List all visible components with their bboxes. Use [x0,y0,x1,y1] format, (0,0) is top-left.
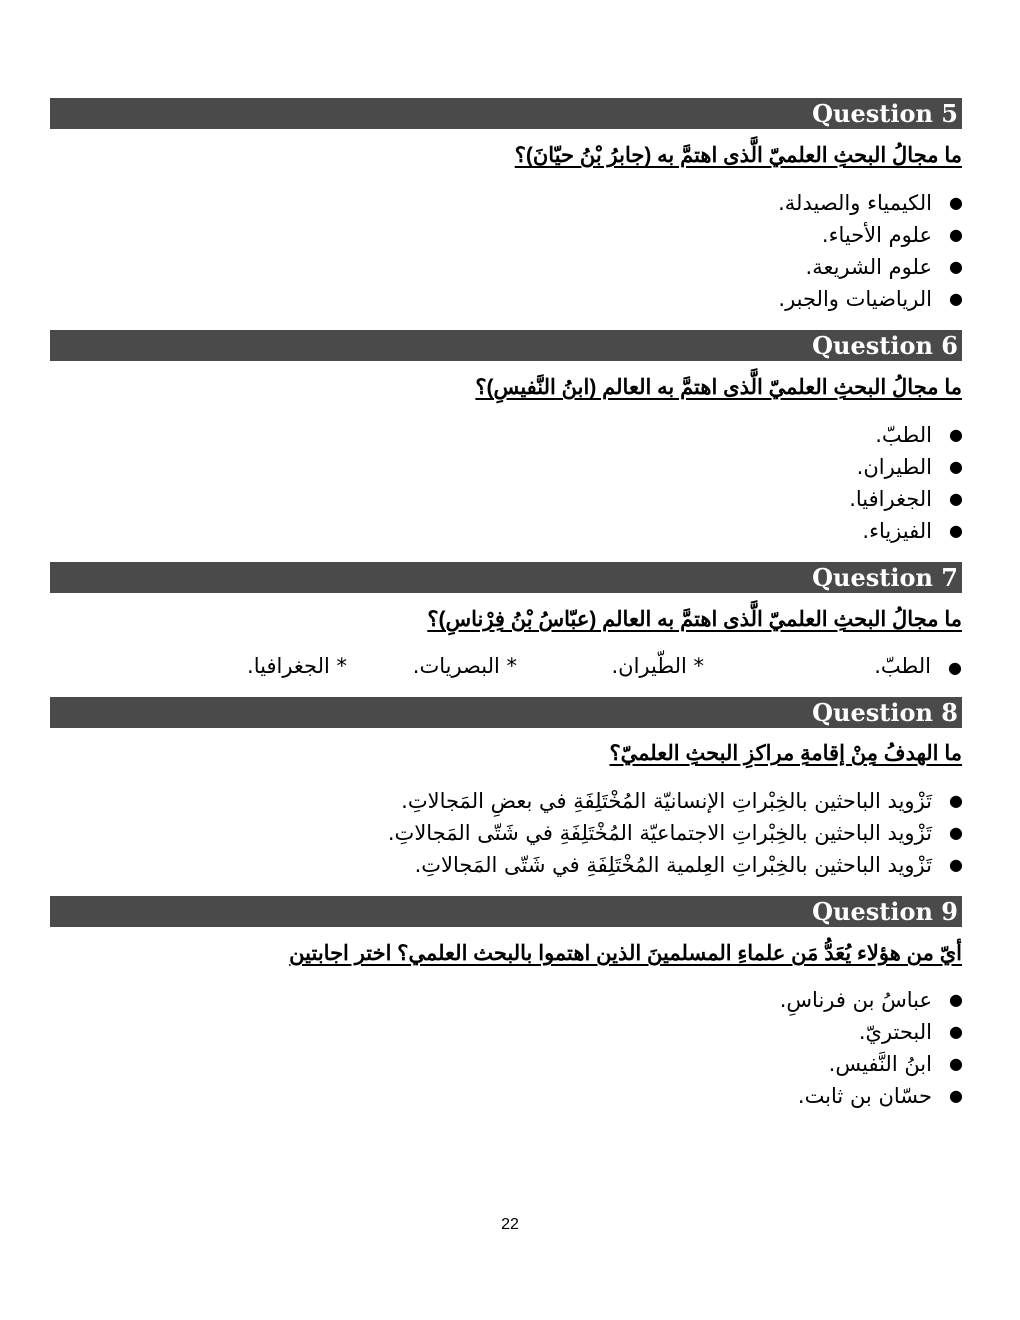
options-list [779,984,963,1112]
option-item[interactable]: ● تَزْويد الباحثين بالخِبْراتِ الإنسانيّة المُخْتَلِفَةِ في بعضِ المَجالاتِ. [388,785,932,817]
options-list [778,187,963,315]
bullet-icon: ● [949,823,963,842]
bullet-icon: ● [949,1086,963,1105]
question-header: Question 8 [812,698,958,727]
question-header-bar [50,330,962,361]
question-header: Question 7 [812,563,958,592]
option-item[interactable]: ● عباسُ بن فرناسِ. [780,984,932,1016]
question-text: ما الهدفُ مِنْ إقامةِ مراكزِ البحثِ العلميّ؟ [609,742,962,765]
option-item[interactable]: ● الرياضيات والجبر. [778,283,932,315]
question-header: Question 5 [812,99,958,128]
bullet-icon: ● [949,521,963,540]
option-item[interactable]: ● الطبّ. [849,419,932,451]
option-item[interactable]: * البصريات. [412,654,517,678]
option-item[interactable]: ● الفيزياء. [849,515,932,547]
option-item[interactable]: ● ابنُ النَّفيس. [780,1048,932,1080]
option-item[interactable]: * الجغرافيا. [247,654,347,678]
options-list [387,785,963,881]
bullet-icon: ● [949,489,963,508]
option-item[interactable]: ● تَزْويد الباحثين بالخِبْراتِ العِلمية المُخْتَلِفَةِ في شَتّى المَجالاتِ. [388,849,932,881]
bullet-icon: ● [949,289,963,308]
bullet-icon: ● [949,791,963,810]
question-header: Question 9 [812,897,958,926]
option-item[interactable]: ● الكيمياء والصيدلة. [778,187,932,219]
question-text: ما مجالُ البحثِ العلميّ الَّذى اهتمَّ به (جابرُ بْنُ حيّانَ)؟ [514,144,962,167]
bullet-icon: ● [949,225,963,244]
question-text: ما مجالُ البحثِ العلميّ الَّذى اهتمَّ به العالم (عبّاسُ بْنُ فِرْناسِ)؟ [427,608,962,631]
bullet-icon: ● [949,193,963,212]
question-text: ما مجالُ البحثِ العلميّ الَّذى اهتمَّ به العالم (ابنُ النَّفيسِ)؟ [475,376,962,399]
option-item[interactable]: الطبّ. [874,654,931,678]
question-text: أيّ من هؤلاء يُعَدُّ مَن علماءِ المسلمينَ الذين اهتموا بالبحث العلمي؟ اختر اجابتين [289,942,962,965]
option-item[interactable]: ● البحتريّ. [780,1016,932,1048]
question-header-bar [50,98,962,129]
bullet-icon: ● [949,257,963,276]
option-item[interactable]: ● حسّان بن ثابت. [780,1080,932,1112]
option-item[interactable]: ● علوم الأحياء. [778,219,932,251]
option-item[interactable]: ● الطيران. [849,451,932,483]
page-number: 22 [501,1216,519,1233]
bullet-icon: ● [949,990,963,1009]
options-list [849,419,963,547]
option-item[interactable]: ● علوم الشريعة. [778,251,932,283]
question-header-bar [50,896,962,927]
question-header-bar [50,697,962,728]
option-item[interactable]: ● الجغرافيا. [849,483,932,515]
question-header-bar [50,562,962,593]
bullet-icon: ● [949,1054,963,1073]
question-header: Question 6 [812,331,958,360]
bullet-icon: ● [949,1022,963,1041]
option-item[interactable]: ● تَزْويد الباحثين بالخِبْراتِ الاجتماعيّة المُخْتَلِفَةِ في شَتّى المَجالاتِ. [388,817,932,849]
bullet-icon: ● [948,658,962,677]
bullet-icon: ● [949,425,963,444]
bullet-icon: ● [949,457,963,476]
bullet-icon: ● [949,855,963,874]
option-item[interactable]: * الطّيران. [611,654,704,678]
options-row [50,650,962,682]
